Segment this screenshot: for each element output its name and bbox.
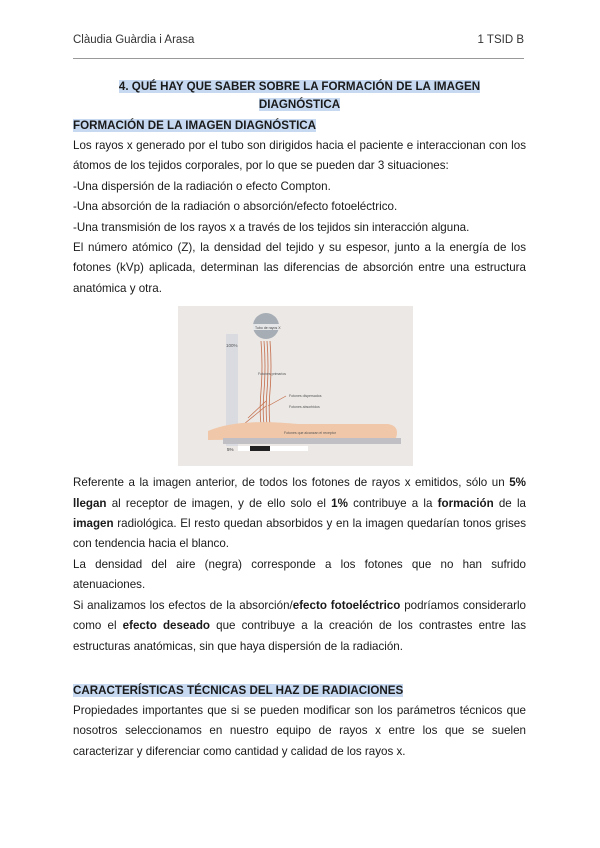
list-item-compton: -Una dispersión de la radiación o efecto Compton. xyxy=(73,179,331,193)
tube-label: Tubo de rayos X xyxy=(255,326,281,331)
title-line-1: 4. QUÉ HAY QUE SABER SOBRE LA FORMACIÓN DE LA IMAGEN xyxy=(118,80,481,93)
section-heading-technical xyxy=(73,681,526,701)
title-line-2: DIAGNÓSTICA xyxy=(258,98,341,111)
photoelectric-effect-paragraph xyxy=(73,596,526,657)
section-heading-text: FORMACIÓN DE LA IMAGEN DIAGNÓSTICA xyxy=(73,119,317,132)
bold-run: efecto deseado xyxy=(122,619,210,633)
five-percent-paragraph xyxy=(73,473,526,555)
page-header xyxy=(73,34,524,52)
page-title xyxy=(73,78,526,114)
bold-run: formación xyxy=(437,496,494,510)
bold-run: 1% xyxy=(331,496,348,510)
text-run: podríamos considerarlo como el xyxy=(73,598,527,633)
xray-diagram xyxy=(178,306,413,466)
bold-run: efecto fotoeléctrico xyxy=(292,598,401,612)
air-density-paragraph: La densidad del aire (negra) corresponde a los fotones que no han sufrido atenuaciones. xyxy=(73,557,526,592)
list-item-photoelectric: -Una absorción de la radiación o absorción/efecto fotoeléctrico. xyxy=(73,200,398,214)
absorbed-photons-label: Fotones absorbidos xyxy=(289,405,320,410)
atomic-number-paragraph: El número atómico (Z), la densidad del tejido y su espesor, junto a la energía de los fotones (kVp) aplicada, determinan las diferencias de absorción entre una estructura anatómica y otra. xyxy=(73,241,526,295)
text-run: contribuye a la xyxy=(347,496,438,510)
text-run: de la xyxy=(493,496,526,510)
bold-run: 5% llegan xyxy=(73,476,526,510)
text-run: que contribuye a la creación de los contrastes entre las estructuras anatómicas, sin que haya dispersión de la radiación. xyxy=(73,619,526,653)
primary-photons-label: Fotones primarios xyxy=(258,372,287,377)
section-heading-text: CARACTERÍSTICAS TÉCNICAS DEL HAZ DE RADIACIONES xyxy=(73,683,404,697)
image-receptor xyxy=(238,446,308,451)
list-item-transmission: -Una transmisión de los rayos x a través de los tejidos sin interacción alguna. xyxy=(73,220,470,234)
author-name: Clàudia Guàrdia i Arasa xyxy=(73,34,195,46)
section-heading-formation xyxy=(73,116,526,136)
text-run: radiológica. El resto quedan absorbidos y en la imagen quedarían tonos grises con tendencia hacia el blanco. xyxy=(73,517,526,551)
course-code: 1 TSID B xyxy=(477,34,524,46)
air-density-strip xyxy=(250,446,270,451)
header-divider xyxy=(73,58,524,59)
detector-photons-label: Fotones que alcanzan el receptor xyxy=(284,431,336,436)
document-body xyxy=(73,78,526,762)
xray-formation-figure xyxy=(178,306,413,466)
text-run: Si analizamos los efectos de la absorción/ xyxy=(73,598,293,612)
text-run: al receptor de imagen, y de ello solo el xyxy=(106,496,332,510)
section-spacer xyxy=(73,657,526,681)
scattered-photons-label: Fotones dispersados xyxy=(289,394,322,399)
bold-run: imagen xyxy=(73,517,114,531)
exam-table xyxy=(223,438,401,444)
text-run: Referente a la imagen anterior, de todos los fotones de rayos x emitidos, sólo un xyxy=(73,476,510,490)
percent-top-label: 100% xyxy=(226,343,238,349)
technical-parameters-paragraph: Propiedades importantes que si se pueden modificar son los parámetros técnicos que nosotros seleccionamos en nuestro equipo de rayos x entre los que se suelen caracterizar y diferenciar como cantidad y calidad de los rayos x. xyxy=(73,703,526,758)
percent-bottom-label: 5% xyxy=(227,447,234,453)
intro-paragraph: Los rayos x generado por el tubo son dirigidos hacia el paciente e interaccionan con los átomos de los tejidos corporales, por lo que se pueden dar 3 situaciones: xyxy=(73,139,526,173)
